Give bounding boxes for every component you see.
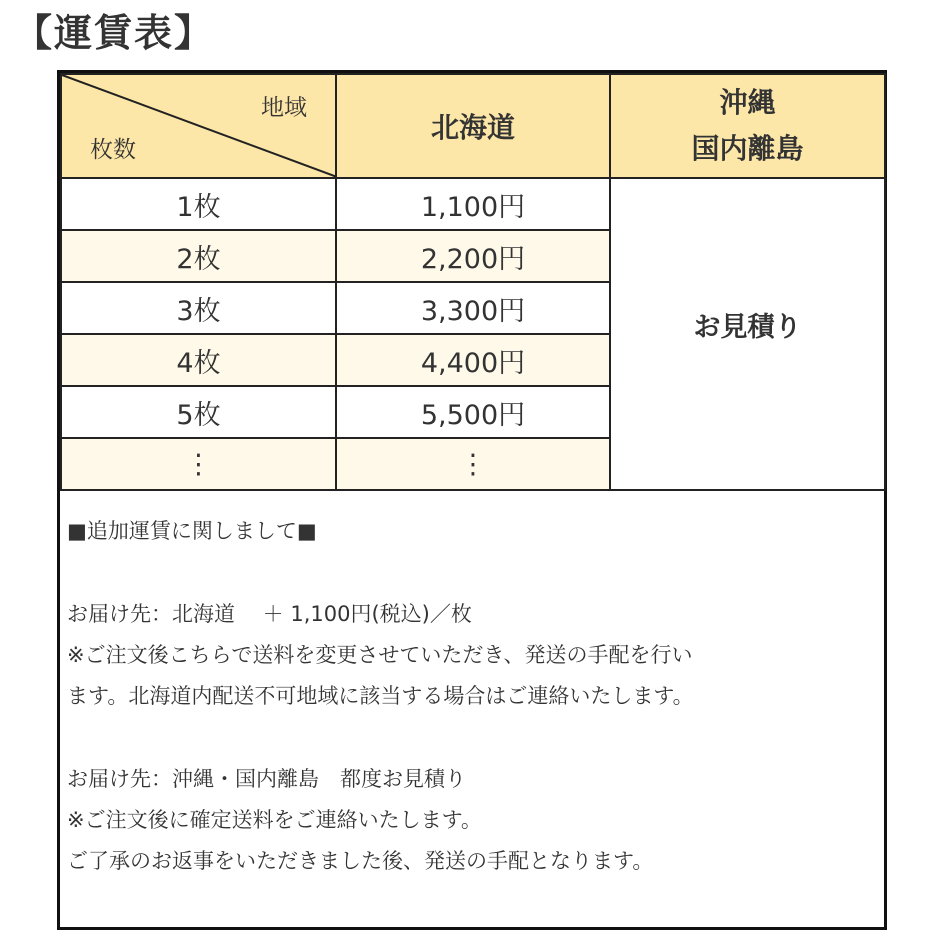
count-cell: 4枚 — [61, 334, 336, 386]
notes-heading: ■追加運賃に関しまして■ — [67, 519, 317, 543]
count-cell: ⋮ — [61, 438, 336, 490]
hokkaido-price-cell: 5,500円 — [336, 386, 610, 438]
hokkaido-price-cell: ⋮ — [336, 438, 610, 490]
hokkaido-note-line1: ※ご注文後こちらで送料を変更させていただき、発送の手配を行い — [67, 643, 693, 667]
count-label: 枚数 — [90, 137, 136, 163]
header-hokkaido: 北海道 — [336, 74, 610, 178]
okinawa-quote-text: お見積り — [693, 311, 802, 343]
page-title: 【運賃表】 — [14, 11, 215, 55]
header-okinawa — [610, 74, 885, 178]
okinawa-note-line1: ※ご注文後に確定送料をご連絡いたします。 — [67, 808, 482, 832]
additional-fee-notes — [67, 511, 877, 882]
header-okinawa-line1: 沖縄 — [719, 86, 776, 119]
rate-table-frame — [57, 70, 887, 930]
okinawa-quote-cell — [610, 178, 885, 490]
region-label: 地域 — [261, 95, 307, 121]
hokkaido-note-line2: ます。北海道内配送不可地域に該当する場合はご連絡いたします。 — [67, 684, 694, 708]
hokkaido-price-cell: 1,100円 — [336, 178, 610, 230]
header-okinawa-line2: 国内離島 — [691, 132, 804, 165]
rate-table — [60, 73, 886, 491]
header-corner-cell — [61, 74, 336, 178]
okinawa-note-line2: ご了承のお返事をいただきました後、発送の手配となります。 — [67, 849, 654, 873]
hokkaido-price-cell: 2,200円 — [336, 230, 610, 282]
count-cell: 2枚 — [61, 230, 336, 282]
table-header-row — [61, 74, 885, 178]
hokkaido-destination: お届け先：北海道 ＋ 1,100円(税込)／枚 — [67, 602, 472, 626]
table-row — [61, 178, 885, 230]
hokkaido-price-cell: 4,400円 — [336, 334, 610, 386]
count-cell: 5枚 — [61, 386, 336, 438]
count-cell: 1枚 — [61, 178, 336, 230]
hokkaido-price-cell: 3,300円 — [336, 282, 610, 334]
count-cell: 3枚 — [61, 282, 336, 334]
okinawa-destination: お届け先：沖縄・国内離島 都度お見積り — [67, 767, 466, 791]
